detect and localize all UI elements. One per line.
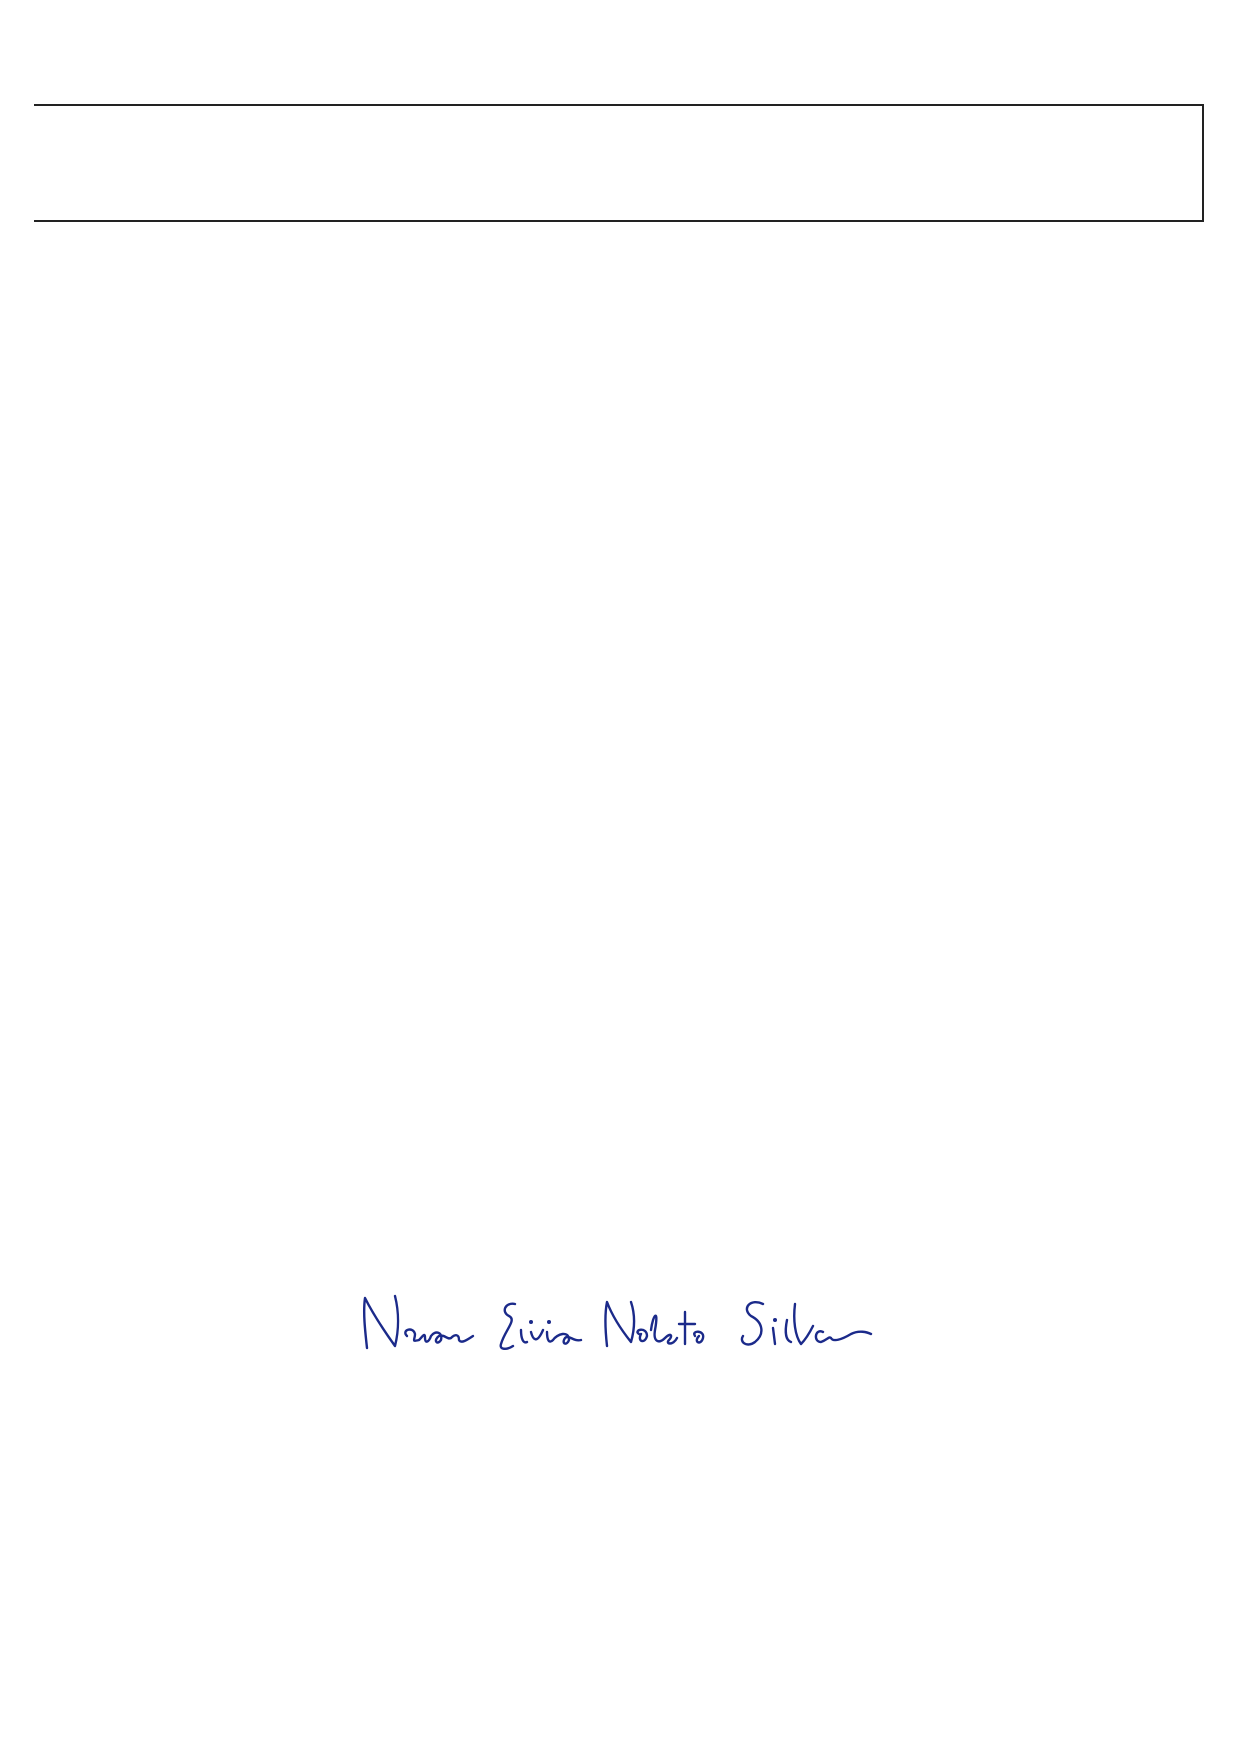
header-frame (34, 104, 1204, 222)
handwritten-signature (355, 1290, 875, 1370)
